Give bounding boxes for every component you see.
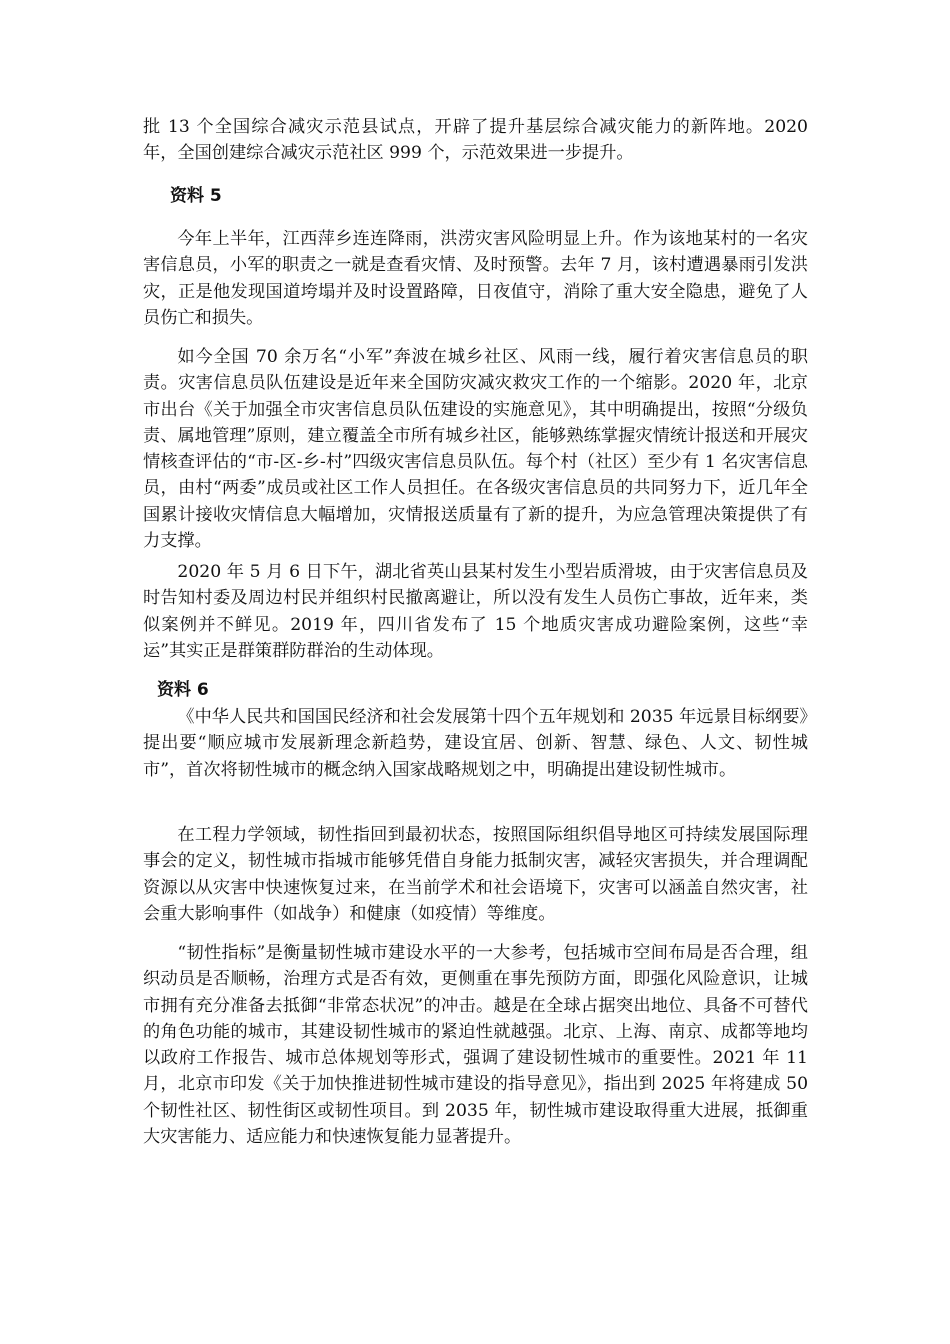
paragraph-resilience-indicators: “韧性指标”是衡量韧性城市建设水平的一大参考，包括城市空间布局是否合理，组织动员是否顺畅，治理方式是否有效，更侧重在事先预防方面，即强化风险意识，让城市拥有充分准备去抵御“非常态状况”的冲击。越是在全球占据突出地位、具备不可替代的角色功能的城市，其建设韧性城市的紧迫性就越强。北京、上海、南京、成都等地均以政府工作报告、城市总体规划等形式，强调了建设韧性城市的重要性。2021 年 11 月，北京市印发《关于加快推进韧性城市建设的指导意见》，指出到 2025 年将建成 50 个韧性社区、韧性街区或韧性项目。到 2035 年，韧性城市建设取得重大进展，抵御重大灾害能力、适应能力和快速恢复能力显著提升。 (143, 943, 808, 1148)
paragraph-disaster-informants: 如今全国 70 余万名“小军”奔波在城乡社区、风雨一线，履行着灾害信息员的职责。灾害信息员队伍建设是近年来全国防灾减灾救灾工作的一个缩影。2020 年，北京市出台《关于加强全市灾害信息员队伍建设的实施意见》，其中明确提出，按照“分级负责、属地管理”原则，建立覆盖全市所有城乡社区，能够熟练掌握灾情统计报送和开展灾情核查评估的“市-区-乡-村”四级灾害信息员队伍。每个村（社区）至少有 1 名灾害信息员，由村“两委”成员或社区工作人员担任。在各级灾害信息员的共同努力下，近几年全国累计接收灾情信息大幅增加，灾情报送质量有了新的提升，为应急管理决策提供了有力支撑。 (143, 347, 808, 552)
paragraph-five-year-plan: 《中华人民共和国国民经济和社会发展第十四个五年规划和 2035 年远景目标纲要》提出要“顺应城市发展新理念新趋势，建设宜居、创新、智慧、绿色、人文、韧性城市”，首次将韧性城市的概念纳入国家战略规划之中，明确提出建设韧性城市。 (143, 707, 808, 780)
heading-material-6: 资料 6 (157, 680, 209, 700)
paragraph-jiangxi-flood: 今年上半年，江西萍乡连连降雨，洪涝灾害风险明显上升。作为该地某村的一名灾害信息员，小军的职责之一就是查看灾情、及时预警。去年 7 月，该村遭遇暴雨引发洪灾，正是他发现国道垮塌并及时设置路障，日夜值守，消除了重大安全隐患，避免了人员伤亡和损失。 (143, 229, 808, 328)
heading-material-5: 资料 5 (170, 186, 222, 206)
paragraph-resilience-definition: 在工程力学领域，韧性指回到最初状态，按照国际组织倡导地区可持续发展国际理事会的定义，韧性城市指城市能够凭借自身能力抵制灾害，减轻灾害损失，并合理调配资源以从灾害中快速恢复过来，在当前学术和社会语境下，灾害可以涵盖自然灾害，社会重大影响事件（如战争）和健康（如疫情）等维度。 (143, 825, 808, 924)
paragraph-intro: 批 13 个全国综合减灾示范县试点，开辟了提升基层综合减灾能力的新阵地。2020 年，全国创建综合减灾示范社区 999 个，示范效果进一步提升。 (143, 117, 808, 164)
paragraph-hubei-landslide: 2020 年 5 月 6 日下午，湖北省英山县某村发生小型岩质滑坡，由于灾害信息员及时告知村委及周边村民并组织村民撤离避让，所以没有发生人员伤亡事故，近年来，类似案例并不鲜见。2019 年，四川省发布了 15 个地质灾害成功避险案例，这些“幸运”其实正是群策群防群治的生动体现。 (143, 562, 808, 661)
